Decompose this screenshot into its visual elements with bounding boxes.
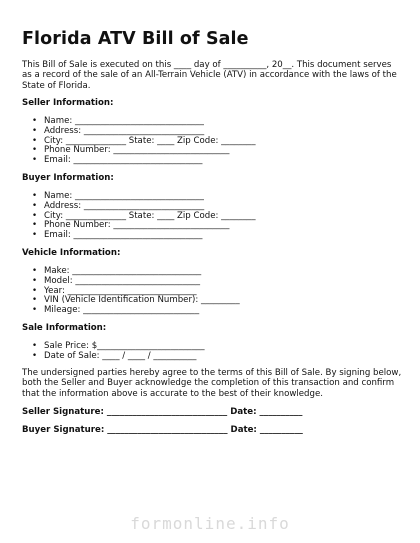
sale-date-field: • Date of Sale: ____ / ____ / __________ [30,352,205,362]
vehicle-vin-field: • VIN (Vehicle Identification Number): _________ [30,296,240,306]
seller-name-field: • Name: ______________________________ [30,117,256,127]
sale-section-heading: Sale Information: [22,323,107,333]
vehicle-model-field: • Model: _____________________________ [30,277,240,287]
buyer-section-heading: Buyer Information: [22,173,114,183]
intro-paragraph: This Bill of Sale is executed on this ____ day of __________, 20__. This document serves as a record of the sale of an All-Terrain Vehicle (ATV) in accordance with the laws of the State of Florida. [22,60,397,91]
vehicle-section-heading: Vehicle Information: [22,248,121,258]
seller-fields [30,117,256,166]
seller-phone-field: • Phone Number: ___________________________ [30,146,256,156]
closing-paragraph: The undersigned parties hereby agree to the terms of this Bill of Sale. By signing below, both the Seller and Buyer acknowledge the completion of this transaction and confirm that the information above is accurate to the best of their knowledge. [22,368,402,399]
vehicle-fields [30,267,240,316]
seller-city-state-zip-field: • City: ______________ State: ____ Zip Code: ________ [30,137,256,147]
buyer-address-field: • Address: ____________________________ [30,202,256,212]
buyer-fields [30,192,256,241]
vehicle-make-field: • Make: ______________________________ [30,267,240,277]
buyer-phone-field: • Phone Number: ___________________________ [30,221,256,231]
document-title: Florida ATV Bill of Sale [22,29,249,49]
watermark: formonline.info [130,514,290,533]
vehicle-year-field: • Year: ______________________________ [30,287,240,297]
vehicle-mileage-field: • Mileage: ___________________________ [30,306,240,316]
buyer-email-field: • Email: ______________________________ [30,231,256,241]
seller-signature-line: Seller Signature: ____________________________ Date: __________ [22,407,303,417]
sale-price-field: • Sale Price: $_________________________ [30,342,205,352]
seller-email-field: • Email: ______________________________ [30,156,256,166]
seller-address-field: • Address: ____________________________ [30,127,256,137]
buyer-name-field: • Name: ______________________________ [30,192,256,202]
sale-fields [30,342,205,362]
buyer-city-state-zip-field: • City: ______________ State: ____ Zip Code: ________ [30,212,256,222]
seller-section-heading: Seller Information: [22,98,114,108]
buyer-signature-line: Buyer Signature: ____________________________ Date: __________ [22,425,303,435]
